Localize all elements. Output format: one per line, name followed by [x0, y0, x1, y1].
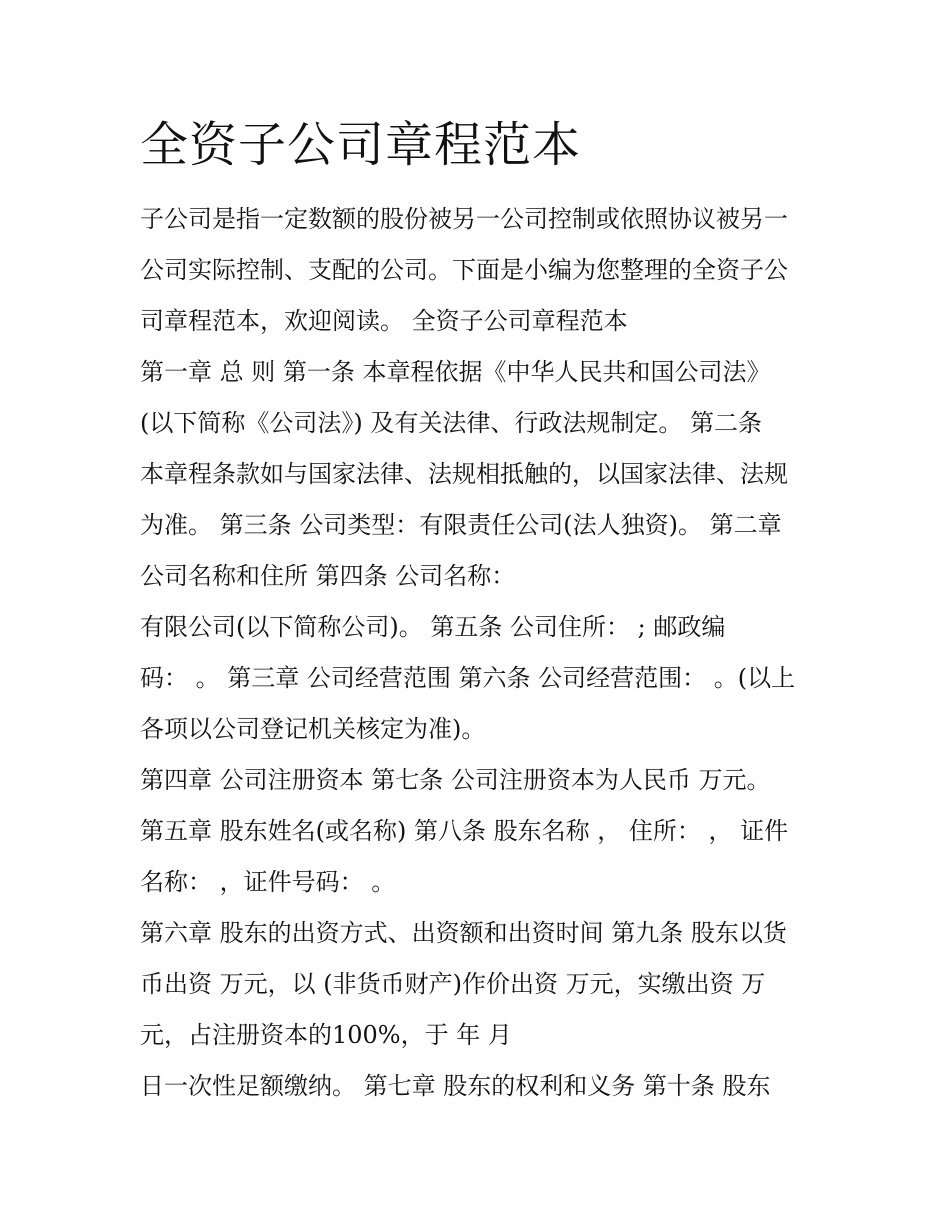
body-line: 为准。 第三条 公司类型：有限责任公司(法人独资)。 第二章 [140, 511, 782, 539]
body-line: 币出资 万元，以 (非货币财产)作价出资 万元，实缴出资 万 [140, 970, 766, 998]
body-line: 名称： ，证件号码： 。 [140, 868, 396, 896]
body-line: 司章程范本，欢迎阅读。 全资子公司章程范本 [140, 307, 628, 335]
body-line: 有限公司(以下简称公司)。 第五条 公司住所： ; 邮政编 [140, 613, 726, 641]
body-line: 元，占注册资本的100%，于 年 月 [140, 1021, 512, 1049]
document-body [140, 194, 820, 1112]
body-line: 第五章 股东姓名(或名称) 第八条 股东名称 ， 住所： ， 证件 [140, 817, 789, 845]
body-line: 第一章 总 则 第一条 本章程依据《中华人民共和国公司法》 [140, 358, 771, 386]
body-line: 各项以公司登记机关核定为准)。 [140, 715, 486, 743]
body-line: 码： 。 第三章 公司经营范围 第六条 公司经营范围： 。(以上 [140, 664, 796, 692]
body-line: 第四章 公司注册资本 第七条 公司注册资本为人民币 万元。 [140, 766, 771, 794]
body-line: 本章程条款如与国家法律、法规相抵触的，以国家法律、法规 [140, 460, 788, 488]
body-line: 第六章 股东的出资方式、出资额和出资时间 第九条 股东以货 [140, 919, 787, 947]
body-line: 公司实际控制、支配的公司。下面是小编为您整理的全资子公 [140, 256, 788, 284]
body-line: 日一次性足额缴纳。 第七章 股东的权利和义务 第十条 股东 [140, 1072, 771, 1100]
body-line: 公司名称和住所 第四条 公司名称： [140, 562, 516, 590]
document-title: 全资子公司章程范本 [140, 117, 582, 173]
body-line: (以下简称《公司法》) 及有关法律、行政法规制定。 第二条 [140, 409, 762, 437]
body-line: 子公司是指一定数额的股份被另一公司控制或依照协议被另一 [140, 205, 788, 233]
